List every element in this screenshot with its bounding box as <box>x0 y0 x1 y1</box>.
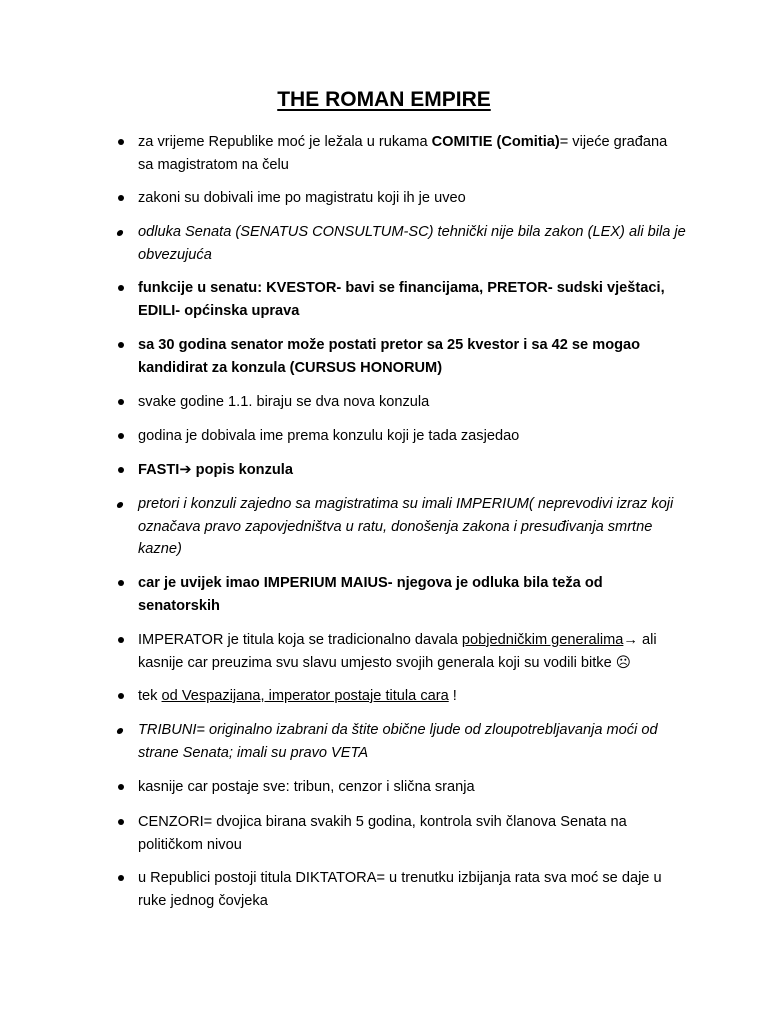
bullet-icon <box>118 433 124 439</box>
list-item: za vrijeme Republike moć je ležala u rukama COMITIE (Comitia)= vijeće građana sa magistratom na čelu <box>138 131 686 176</box>
bullet-icon <box>118 285 124 291</box>
list-item: pretori i konzuli zajedno sa magistratima su imali IMPERIUM( neprevodivi izraz koji označava pravo zapovjedništva u ratu, donošenja zakona i presuđivanja smrtne kazne) <box>138 493 686 561</box>
list-item: TRIBUNI= originalno izabrani da štite obične ljude od zloupotrebljavanja moći od strane Senata; imali su pravo VETA <box>138 719 686 764</box>
bullet-icon <box>118 195 124 201</box>
list-item: sa 30 godina senator može postati pretor sa 25 kvestor i sa 42 se mogao kandidirat za konzula (CURSUS HONORUM) <box>138 334 686 379</box>
list-item: IMPERATOR je titula koja se tradicionalno davala pobjedničkim generalima→ ali kasnije car preuzima svu slavu umjesto svojih generala koji su vodili bitke ☹ <box>138 629 686 674</box>
bullet-icon <box>118 693 124 699</box>
bullet-icon <box>118 637 124 643</box>
bullet-icon <box>118 875 124 881</box>
arrow-right-icon: ➔ <box>179 462 192 478</box>
arrow-right-icon: → <box>623 632 638 648</box>
list-item: svake godine 1.1. biraju se dva nova konzula <box>138 391 686 414</box>
bullet-icon <box>118 819 124 825</box>
document-title: THE ROMAN EMPIRE <box>277 88 491 111</box>
bullet-icon <box>118 399 124 405</box>
bullet-icon <box>116 728 124 734</box>
list-item: CENZORI= dvojica birana svakih 5 godina, kontrola svih članova Senata na političkom nivou <box>138 811 686 856</box>
bullet-icon <box>118 580 124 586</box>
list-item: funkcije u senatu: KVESTOR- bavi se financijama, PRETOR- sudski vještaci, EDILI- općinska uprava <box>138 277 686 322</box>
bullet-icon <box>118 342 124 348</box>
list-item: u Republici postoji titula DIKTATORA= u trenutku izbijanja rata sva moć se daje u ruke jednog čovjeka <box>138 867 686 912</box>
list-item: zakoni su dobivali ime po magistratu koji ih je uveo <box>138 187 686 210</box>
bullet-icon <box>116 502 124 508</box>
list-item: FASTI➔ popis konzula <box>138 459 686 482</box>
bullet-icon <box>118 467 124 473</box>
list-item: odluka Senata (SENATUS CONSULTUM-SC) tehnički nije bila zakon (LEX) ali bila je obvezujuća <box>138 221 686 266</box>
bullet-icon <box>118 784 124 790</box>
bullet-icon <box>118 139 124 145</box>
list-item: tek od Vespazijana, imperator postaje titula cara ! <box>138 685 686 708</box>
list-item: godina je dobivala ime prema konzulu koji je tada zasjedao <box>138 425 686 448</box>
list-item: kasnije car postaje sve: tribun, cenzor i slična sranja <box>138 776 686 799</box>
sad-face-icon: ☹ <box>615 654 631 671</box>
list-item: car je uvijek imao IMPERIUM MAIUS- njegova je odluka bila teža od senatorskih <box>138 572 686 617</box>
bullet-icon <box>116 230 124 236</box>
